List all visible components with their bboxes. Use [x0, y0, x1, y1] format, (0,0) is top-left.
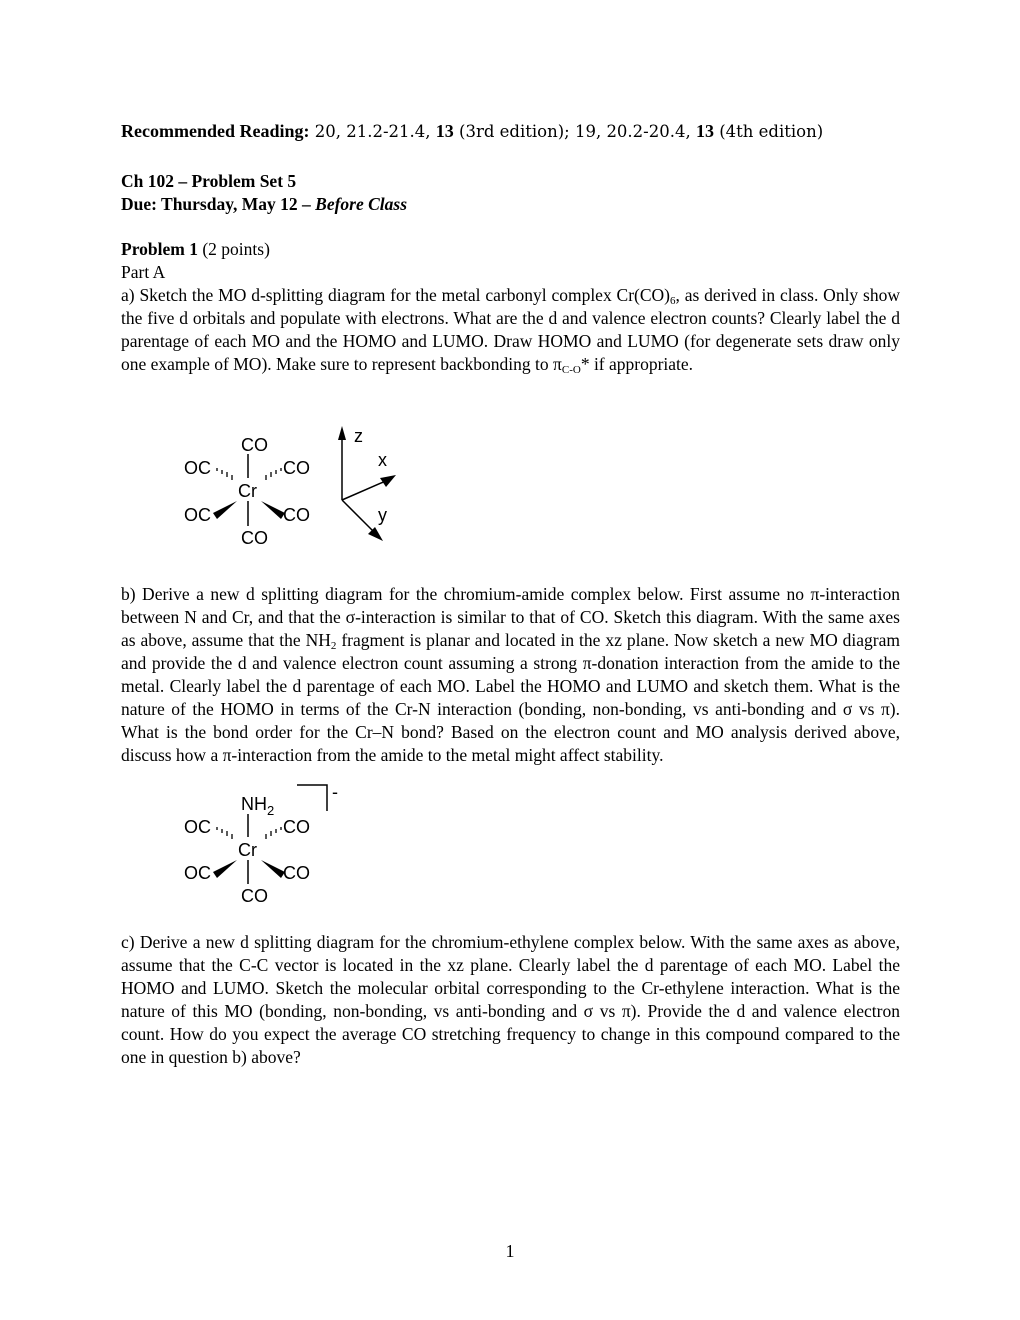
- amide-ligand: $NH_2$: [241, 794, 275, 818]
- hashed-bond-right: [266, 468, 281, 480]
- question-c: c) Derive a new d splitting diagram for the chromium-ethylene complex below. With the same axes as above, assume that the C-C vector is located in the xz plane. Clearly label the d parentage of each MO. Label the HOMO and LUMO. Sketch the molecular orbital corresponding to the Cr-ethylene interaction. What is the nature of this MO (bonding, non-bonding, vs anti-bonding and σ vs π). Provide the d and valence electron count. How do you expect the average CO stretching frequency to change in this compound compared to the one in question b) above?: [121, 932, 900, 1067]
- wedge-bond-right: [261, 501, 285, 519]
- wedge-bond-left: [213, 501, 237, 519]
- page-number: 1: [505, 1241, 515, 1261]
- metal-center: Cr: [238, 840, 257, 860]
- cr-co6-structure: [175, 425, 335, 555]
- ligand-lower-left: OC: [184, 505, 211, 525]
- ligand-upper-right: CO: [283, 458, 310, 478]
- coordinate-axes: [330, 420, 410, 550]
- z-label: z: [354, 426, 363, 446]
- x-arrowhead: [380, 475, 396, 487]
- course-title: Ch 102 – Problem Set 5: [121, 171, 297, 191]
- due-date: Due: Thursday, May 12 – Before Class: [121, 194, 408, 214]
- ligand-bottom: CO: [241, 528, 268, 548]
- ligand-top: CO: [241, 435, 268, 455]
- question-c-block: [121, 931, 900, 1069]
- problem-1-title: Problem 1 (2 points): [121, 239, 270, 259]
- ligand-bottom: CO: [241, 886, 268, 906]
- wedge-bond-left: [213, 860, 237, 878]
- ligand-upper-left: OC: [184, 817, 211, 837]
- problem-set-header: [121, 170, 900, 216]
- ligand-lower-right: CO: [283, 863, 310, 883]
- ligand-lower-left: OC: [184, 863, 211, 883]
- hashed-bond-left: [217, 468, 232, 480]
- x-label: x: [378, 450, 387, 470]
- problem-1: [121, 238, 900, 376]
- part-a-label: Part A: [121, 262, 166, 282]
- x-axis: [342, 480, 388, 500]
- charge-bracket: [297, 785, 327, 811]
- ligand-upper-right: CO: [283, 817, 310, 837]
- recommended-reading: Recommended Reading: 20, 21.2-21.4, 13 (3rd edition); 19, 20.2-20.4, 13 (4th edition): [121, 121, 824, 141]
- question-b-block: [121, 583, 900, 767]
- y-label: y: [378, 505, 387, 525]
- reading-label: Recommended Reading:: [121, 121, 310, 141]
- z-arrowhead: [338, 426, 346, 440]
- y-axis: [342, 500, 376, 534]
- ligand-upper-left: OC: [184, 458, 211, 478]
- question-a: a) Sketch the MO d-splitting diagram for the metal carbonyl complex $Cr(CO)_6$, as derived in class. Only show the five d orbitals and populate with electrons. What are the d and valence electron counts? Clearly label the d parentage of each MO and the HOMO and LUMO. Draw HOMO and LUMO (for degenerate sets draw only one example of MO). Make sure to represent backbonding to $\pi_{C-O}*$ if appropriate.: [121, 285, 900, 376]
- metal-center: Cr: [238, 481, 257, 501]
- question-b: b) Derive a new d splitting diagram for the chromium-amide complex below. First assume no π-interaction between N and Cr, and that the σ-interaction is similar to that of CO. Sketch this diagram. With the same axes as above, assume that the $NH_2$ fragment is planar and located in the xz plane. Now sketch a new MO diagram and provide the d and valence electron count assuming a strong π-donation interaction from the amide to the metal. Clearly label the d parentage of each MO. Label the HOMO and LUMO and sketch them. What is the nature of the HOMO in terms of the Cr-N interaction (bonding, non-bonding, vs anti-bonding and σ vs π). What is the bond order for the Cr–N bond? Based on the electron count and MO analysis derived above, discuss how a π-interaction from the amide to the metal might affect stability.: [121, 584, 900, 765]
- ligand-lower-right: CO: [283, 505, 310, 525]
- wedge-bond-right: [261, 860, 285, 878]
- hashed-bond-right: [266, 827, 281, 839]
- cr-amide-structure: [175, 780, 355, 910]
- hashed-bond-left: [217, 827, 232, 839]
- charge-sign: -: [332, 782, 338, 802]
